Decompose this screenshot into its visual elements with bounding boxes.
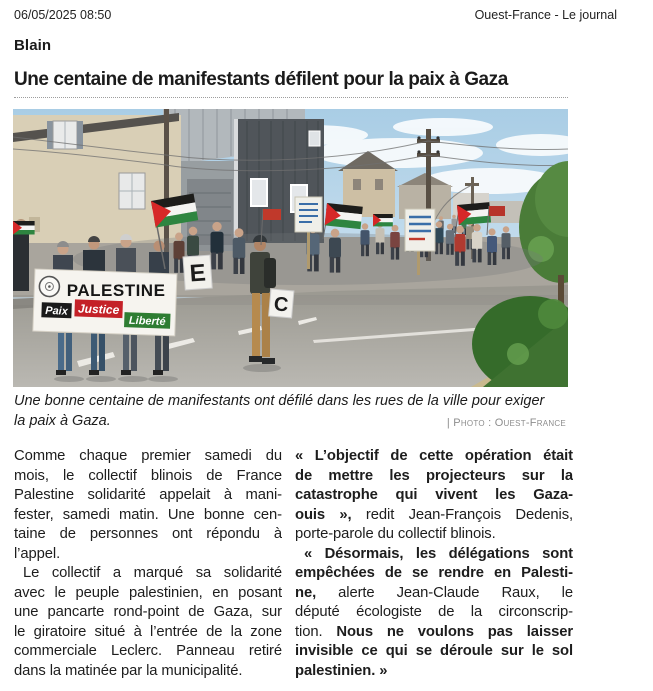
text-segment: commerciale Leclerc. Panneau retiré — [14, 643, 282, 659]
title-divider — [14, 97, 568, 98]
text-segment: ne, — [295, 584, 339, 601]
caption-line: la paix à Gaza. — [14, 413, 111, 429]
text-segment: invisible ce qui se déroule sur le sol — [295, 643, 573, 659]
text-line — [14, 603, 282, 623]
text-segment: l’appel. — [14, 545, 61, 562]
text-segment: avec le peuple palestinien, en posant — [14, 584, 282, 601]
text-segment: Le collectif a marqué sa solidarité — [23, 565, 282, 581]
text-line — [295, 662, 573, 682]
text-line — [295, 447, 573, 467]
photo-caption — [14, 391, 568, 431]
caption-line: Une bonne centaine de manifestants ont défilé dans les rues de la ville pour exiger — [14, 393, 545, 409]
text-segment: fester, samedi matin. Une bonne cen- — [14, 506, 282, 523]
text-line — [14, 642, 282, 662]
sign-letter: E — [188, 259, 207, 288]
text-line — [295, 486, 573, 506]
text-line — [295, 506, 573, 526]
text-line — [295, 525, 573, 545]
text-line — [295, 623, 573, 643]
text-line — [14, 486, 282, 506]
text-segment: mois, le collectif blinois de France — [14, 467, 282, 484]
text-segment: catastrophe qui vivent les Gaza- — [295, 487, 573, 503]
text-line — [295, 584, 573, 604]
banner-word — [41, 302, 72, 318]
banner-title: PALESTINE — [66, 280, 166, 300]
protest-banner — [33, 269, 177, 336]
text-line — [14, 662, 282, 682]
text-line — [14, 506, 282, 526]
text-segment: dans la matinée par la municipalité. — [14, 662, 243, 679]
photo-credit: | Photo : Ouest-France — [446, 417, 566, 429]
text-line — [295, 642, 573, 662]
text-segment: porte-parole du collectif blinois. — [295, 526, 496, 542]
svg-text:Justice: Justice — [77, 301, 120, 317]
text-segment: le giratoire situé à l’entrée de la zone — [14, 623, 282, 640]
svg-text:Liberté: Liberté — [128, 314, 166, 329]
text-segment: Comme chaque premier samedi du — [14, 448, 282, 464]
text-line — [295, 564, 573, 584]
text-segment: « Désormais, les délégations sont — [304, 545, 573, 562]
photo-illustration — [13, 109, 568, 387]
text-segment: empêchées de se rendre en Palesti- — [295, 565, 573, 581]
text-line — [14, 447, 282, 467]
text-segment: taine de personnes ont répondu à — [14, 526, 282, 542]
text-segment: ouis », — [295, 506, 366, 523]
text-line — [14, 564, 282, 584]
text-line — [295, 545, 573, 565]
text-segment: palestinien. » — [295, 662, 388, 679]
text-line — [295, 603, 573, 623]
print-header — [14, 8, 617, 22]
text-line — [14, 525, 282, 545]
text-segment: Palestine solidarité appelait à mani- — [14, 487, 282, 503]
text-line — [14, 545, 282, 565]
text-segment: « L’objectif de cette opération était — [295, 448, 573, 464]
text-segment: redit Jean-François Dedenis, — [365, 506, 573, 523]
article-kicker: Blain — [14, 37, 52, 54]
text-segment: député écologiste de la circonscrip- — [295, 604, 573, 620]
body-column-right — [295, 447, 573, 681]
sign-letter: C — [272, 293, 290, 317]
text-segment: alerte Jean-Claude Raux, le — [338, 584, 573, 601]
article-title: Une centaine de manifestants défilent pour la paix à Gaza — [14, 69, 508, 90]
text-line — [14, 584, 282, 604]
article-photo — [13, 109, 568, 387]
text-segment: tion. — [295, 623, 337, 640]
banner-word — [74, 299, 123, 318]
text-segment: Nous ne voulons pas laisser — [336, 623, 573, 640]
banner-word — [124, 312, 170, 329]
text-segment: de mettre les projecteurs sur la — [295, 467, 573, 484]
text-line — [14, 467, 282, 487]
body-column-left — [14, 447, 282, 681]
svg-text:Paix: Paix — [45, 304, 69, 318]
print-datetime: 06/05/2025 08:50 — [14, 8, 112, 22]
print-source: Ouest-France - Le journal — [474, 8, 617, 22]
text-segment: une pancarte rond-point de Gaza, sur — [14, 604, 282, 620]
text-line — [14, 623, 282, 643]
text-line — [295, 467, 573, 487]
